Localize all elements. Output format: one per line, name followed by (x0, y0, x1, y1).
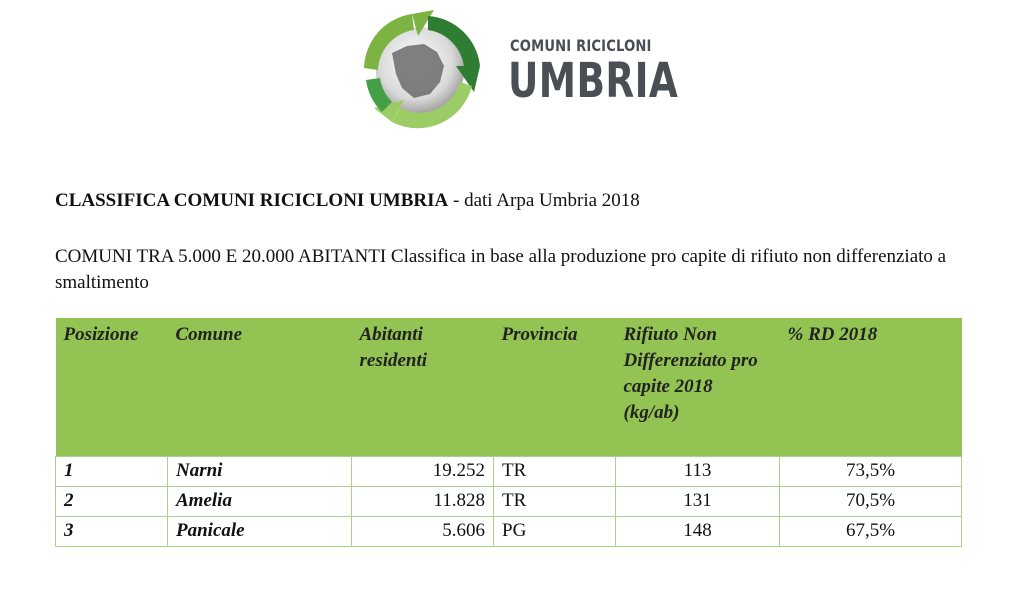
logo-text-main: UMBRIA (508, 53, 679, 109)
table-row (56, 486, 962, 516)
cell-rd: 67,5% (780, 516, 962, 546)
table-header-row (56, 318, 962, 456)
cell-abitanti: 11.828 (352, 486, 494, 516)
cell-rifiuto: 131 (616, 486, 780, 516)
col-rd: % RD 2018 (780, 318, 962, 456)
col-provincia: Provincia (494, 318, 616, 456)
cell-comune: Amelia (168, 486, 352, 516)
cell-provincia: TR (494, 456, 616, 486)
cell-rifiuto: 148 (616, 516, 780, 546)
cell-comune: Panicale (168, 516, 352, 546)
col-rifiuto: Rifiuto Non Differenziato pro capite 2018 (kg/ab) (616, 318, 780, 456)
logo (352, 8, 679, 133)
cell-provincia: PG (494, 516, 616, 546)
col-abitanti: Abitanti residenti (352, 318, 494, 456)
cell-rd: 73,5% (780, 456, 962, 486)
cell-abitanti: 5.606 (352, 516, 494, 546)
page-subtitle: COMUNI TRA 5.000 E 20.000 ABITANTI Classifica in base alla produzione pro capite di rifiuto non differenziato a smaltimento (55, 246, 947, 293)
page-heading (55, 190, 640, 212)
cell-posizione: 3 (56, 516, 168, 546)
cell-posizione: 1 (56, 456, 168, 486)
cell-posizione: 2 (56, 486, 168, 516)
table-row (56, 516, 962, 546)
cell-rd: 70,5% (780, 486, 962, 516)
ranking-table (55, 318, 962, 547)
cell-provincia: TR (494, 486, 616, 516)
col-comune: Comune (168, 318, 352, 456)
cell-abitanti: 19.252 (352, 456, 494, 486)
heading-source: - dati Arpa Umbria 2018 (448, 190, 640, 211)
recycle-globe-icon (352, 8, 492, 133)
col-posizione: Posizione (56, 318, 168, 456)
cell-comune: Narni (168, 456, 352, 486)
logo-text-top: COMUNI RICICLONI (510, 36, 652, 55)
table-row (56, 456, 962, 486)
cell-rifiuto: 113 (616, 456, 780, 486)
heading-title: CLASSIFICA COMUNI RICICLONI UMBRIA (55, 190, 449, 211)
